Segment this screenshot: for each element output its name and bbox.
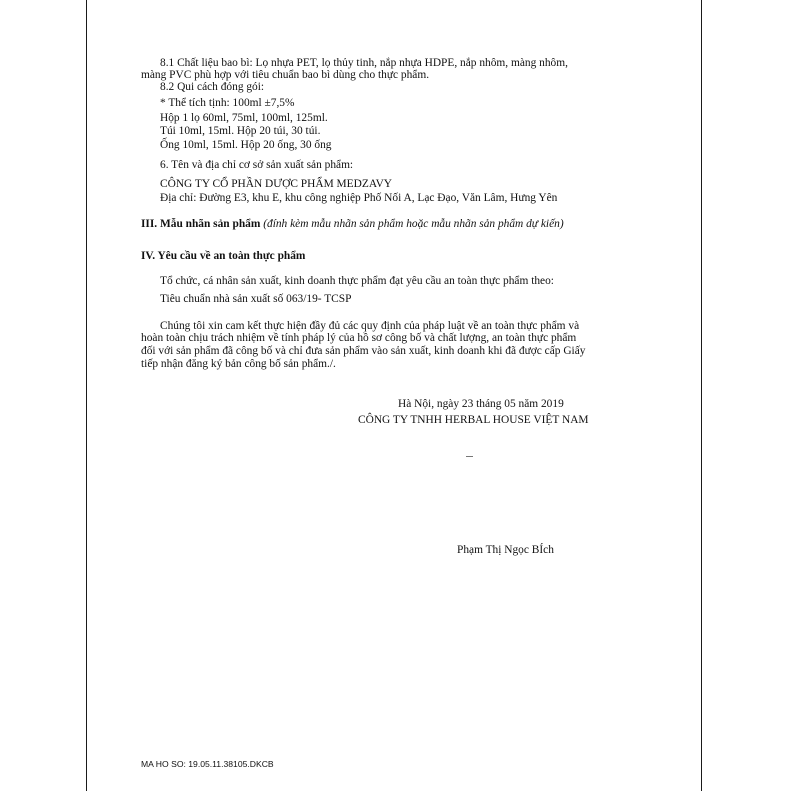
- signature-mark: [466, 456, 473, 457]
- manufacturer-name: CÔNG TY CỔ PHẦN DƯỢC PHẨM MEDZAVY: [160, 178, 393, 190]
- signer-name: Phạm Thị Ngọc BÍch: [457, 544, 554, 556]
- label-sample-note: (đính kèm mẫu nhãn sản phẩm hoặc mẫu nhãn sản phẩm dự kiến): [263, 218, 564, 230]
- pack-option-sachet: Túi 10ml, 15ml. Hộp 20 túi, 30 túi.: [160, 125, 321, 137]
- packing-spec-heading: 8.2 Qui cách đóng gói:: [160, 81, 265, 93]
- signature-company: CÔNG TY TNHH HERBAL HOUSE VIỆT NAM: [358, 414, 589, 426]
- packaging-material-line-continued: màng PVC phù hợp với tiêu chuẩn bao bì dùng cho thực phẩm.: [141, 69, 430, 81]
- commitment-line-3: đối với sản phẩm đã công bố và chỉ đưa sản phẩm vào sản xuất, kinh doanh khi đã được cấp Giấy: [141, 345, 586, 357]
- manufacturer-heading: 6. Tên và địa chỉ cơ sở sản xuất sản phẩm:: [160, 159, 354, 171]
- packaging-material-line: 8.1 Chất liệu bao bì: Lọ nhựa PET, lọ thủy tinh, nắp nhựa HDPE, nắp nhôm, màng nhôm,: [160, 57, 568, 69]
- food-safety-heading: IV. Yêu cầu về an toàn thực phẩm: [141, 250, 306, 262]
- commitment-line-2: hoàn toàn chịu trách nhiệm về tính pháp lý của hồ sơ công bố và chất lượng, an toàn thực phẩm: [141, 332, 577, 344]
- pack-option-tube: Ống 10ml, 15ml. Hộp 20 ống, 30 ống: [160, 139, 332, 151]
- standard-number: Tiêu chuẩn nhà sản xuất số 063/19- TCSP: [160, 293, 352, 305]
- commitment-line-4: tiếp nhận đăng ký bản công bố sản phẩm./.: [141, 358, 336, 370]
- dossier-code: MA HO SO: 19.05.11.38105.DKCB: [141, 759, 274, 769]
- food-safety-requirement: Tổ chức, cá nhân sản xuất, kinh doanh thực phẩm đạt yêu cầu an toàn thực phẩm theo:: [160, 275, 554, 287]
- signature-date: Hà Nội, ngày 23 tháng 05 năm 2019: [398, 398, 564, 410]
- label-sample-heading: III. Mẫu nhãn sản phẩm: [141, 218, 261, 230]
- pack-option-bottle: Hộp 1 lọ 60ml, 75ml, 100ml, 125ml.: [160, 112, 328, 124]
- net-volume: * Thể tích tịnh: 100ml ±7,5%: [160, 97, 295, 109]
- commitment-line-1: Chúng tôi xin cam kết thực hiện đầy đủ các quy định của pháp luật về an toàn thực phẩm và: [160, 320, 580, 332]
- label-sample-section: [141, 218, 564, 230]
- manufacturer-address: Địa chỉ: Đường E3, khu E, khu công nghiệp Phố Nối A, Lạc Đạo, Văn Lâm, Hưng Yên: [160, 192, 558, 204]
